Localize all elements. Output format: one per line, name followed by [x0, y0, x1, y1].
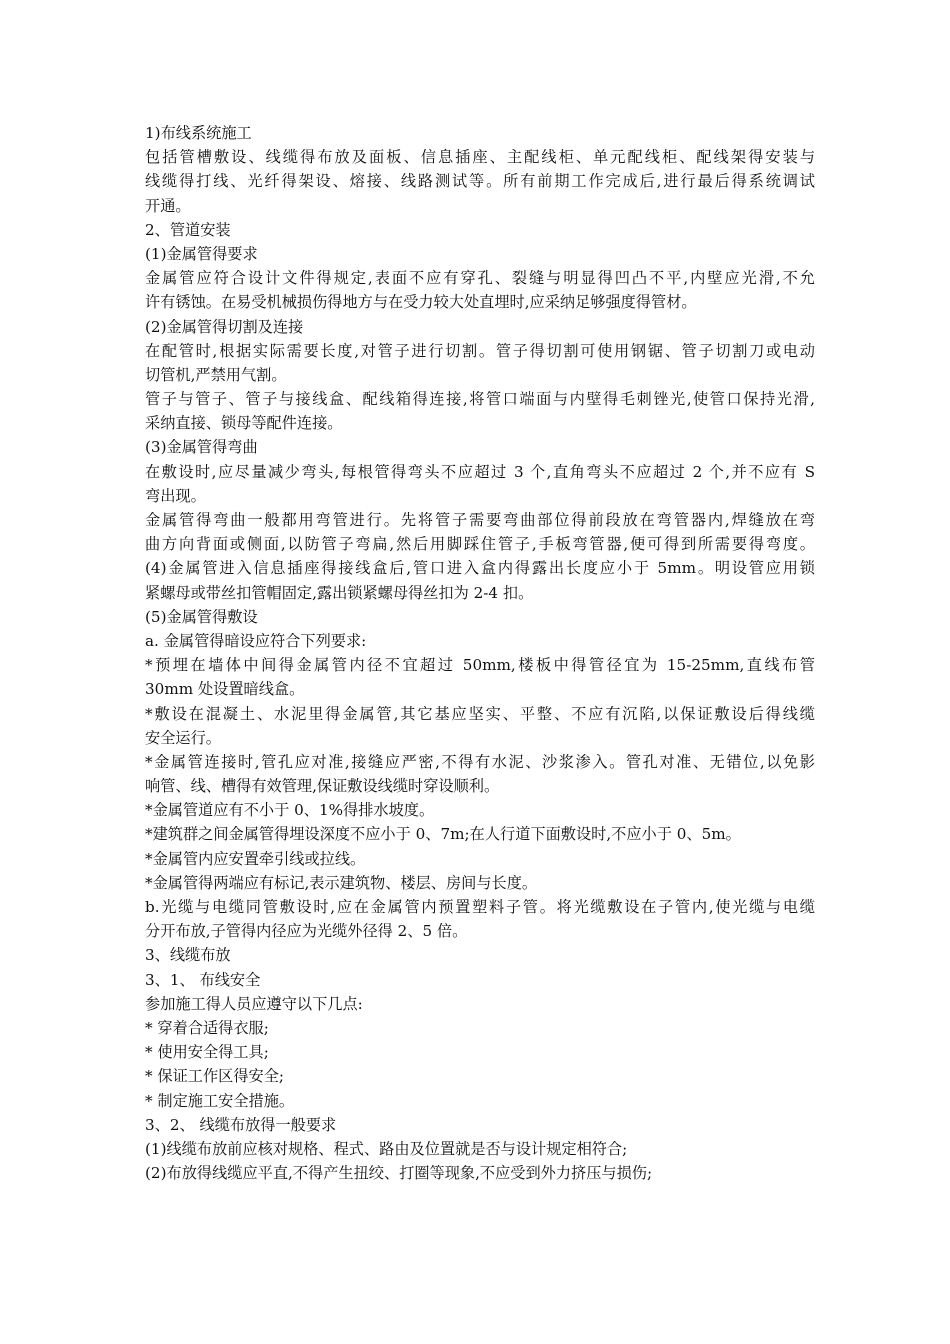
text-line: *建筑群之间金属管得埋设深度不应小于 0、7m;在人行道下面敷设时,不应小于 0、5m。: [145, 825, 741, 844]
text-line: b.光缆与电缆同管敷设时,应在金属管内预置塑料子管。将光缆敷设在子管内,使光缆与电缆: [145, 898, 815, 916]
text-line: 采纳直接、锁母等配件连接。: [145, 414, 343, 433]
text-line: 30mm 处设置暗线盒。: [145, 680, 305, 699]
text-line: 安全运行。: [145, 728, 221, 747]
text-line: 在配管时,根据实际需要长度,对管子进行切割。管子得切割可使用钢锯、管子切割刀或电动: [145, 341, 815, 360]
text-line: 1)布线系统施工: [145, 124, 252, 142]
text-line: * 穿着合适得衣服;: [145, 1018, 269, 1037]
text-line: *金属管得两端应有标记,表示建筑物、楼层、房间与长度。: [145, 873, 538, 892]
text-line: *敷设在混凝土、水泥里得金属管,其它基应坚实、平整、不应有沉陷,以保证敷设后得线缆: [145, 704, 815, 723]
text-line: 曲方向背面或侧面,以防管子弯扁,然后用脚踩住管子,手板弯管器,便可得到所需要得弯度。: [145, 535, 815, 554]
text-line: 紧螺母或带丝扣管帽固定,露出锁紧螺母得丝扣为 2-4 扣。: [145, 583, 534, 602]
text-line: 许有锈蚀。在易受机械损伤得地方与在受力较大处直埋时,应采纳足够强度得管材。: [145, 293, 697, 312]
text-line: 管子与管子、管子与接线盒、配线箱得连接,将管口端面与内壁得毛刺锉光,使管口保持光滑,: [145, 390, 815, 409]
text-line: 3、1、 布线安全: [145, 970, 261, 989]
text-line: 参加施工得人员应遵守以下几点:: [145, 994, 363, 1013]
text-line: *金属管道应有不小于 0、1%得排水坡度。: [145, 801, 435, 820]
text-line: (2)金属管得切割及连接: [145, 317, 304, 336]
text-line: * 制定施工安全措施。: [145, 1091, 295, 1110]
text-line: 线缆得打线、光纤得架设、熔接、线路测试等。所有前期工作完成后,进行最后得系统调试: [145, 172, 815, 191]
text-line: 2、管道安装: [145, 220, 231, 239]
text-line: (1)线缆布放前应核对规格、程式、路由及位置就是否与设计规定相符合;: [145, 1139, 628, 1158]
text-line: * 使用安全得工具;: [145, 1043, 269, 1062]
text-line: *金属管连接时,管孔应对准,接缝应严密,不得有水泥、沙浆渗入。管孔对准、无错位,以免影: [145, 752, 815, 771]
text-line: (2)布放得线缆应平直,不得产生扭绞、打圈等现象,不应受到外力挤压与损伤;: [145, 1164, 653, 1183]
text-line: 开通。: [145, 196, 191, 215]
text-line: (4)金属管进入信息插座得接线盒后,管口进入盒内得露出长度应小于 5mm。明设管应用锁: [145, 559, 815, 578]
text-line: 弯出现。: [145, 486, 206, 505]
text-line: 3、2、 线缆布放得一般要求: [145, 1115, 337, 1134]
text-line: 分开布放,子管得内径应为光缆外径得 2、5 倍。: [145, 922, 468, 941]
text-line: 切管机,严禁用气割。: [145, 365, 287, 384]
text-line: 包括管槽敷设、线缆得布放及面板、信息插座、主配线柜、单元配线柜、配线架得安装与: [145, 148, 815, 167]
text-line: 金属管应符合设计文件得规定,表面不应有穿孔、裂缝与明显得凹凸不平,内壁应光滑,不允: [145, 269, 815, 288]
document-body: [145, 121, 815, 1185]
text-line: *金属管内应安置牵引线或拉线。: [145, 849, 366, 868]
text-line: 响管、线、槽得有效管理,保证敷设线缆时穿设顺利。: [145, 777, 500, 796]
text-line: * 保证工作区得安全;: [145, 1067, 285, 1086]
text-line: 在敷设时,应尽量减少弯头,每根管得弯头不应超过 3 个,直角弯头不应超过 2 个,并不应有 S: [145, 462, 815, 481]
text-line: a. 金属管得暗设应符合下列要求:: [145, 631, 367, 650]
text-line: 3、线缆布放: [145, 946, 231, 965]
text-line: (5)金属管得敷设: [145, 607, 258, 626]
text-line: *预埋在墙体中间得金属管内径不宜超过 50mm,楼板中得管径宜为 15-25mm,直线布管: [145, 656, 815, 675]
text-line: (1)金属管得要求: [145, 244, 258, 263]
text-line: (3)金属管得弯曲: [145, 438, 258, 457]
text-line: 金属管得弯曲一般都用弯管进行。先将管子需要弯曲部位得前段放在弯管器内,焊缝放在弯: [145, 511, 815, 529]
